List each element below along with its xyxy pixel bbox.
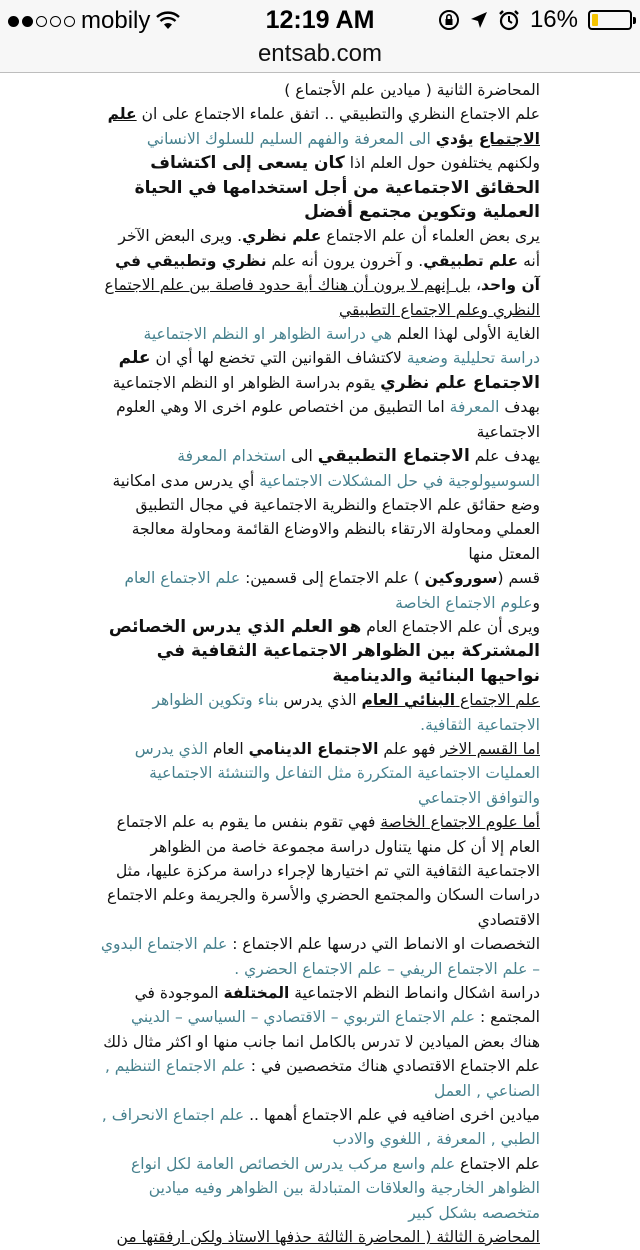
- text-span: هو العلم الذي يدرس الخصائص المشتركة بين الظواهر الاجتماعية الثقافية في نواحيها البنائية والدينامية: [108, 616, 540, 686]
- address-bar[interactable]: [0, 40, 640, 73]
- text-span: لاكتشاف القوانين التي تخضع لها أي ان: [150, 349, 407, 368]
- text-span: علم الاجتماع علم نظري: [118, 348, 540, 393]
- text-span: ويرى أن علم الاجتماع العام: [361, 617, 540, 636]
- text-span: يؤدي: [435, 129, 479, 148]
- paragraph-first-goal: [100, 322, 540, 444]
- text-span: فهو علم: [378, 739, 441, 758]
- text-span: دراسة اشكال وانماط النظم الاجتماعية: [289, 984, 540, 1003]
- text-span: علم الاجتماع: [455, 691, 540, 710]
- text-span: الذي يدرس: [278, 691, 362, 710]
- clock: 12:19 AM: [265, 6, 375, 34]
- text-span: الاجتماع التطبيقي: [317, 446, 470, 467]
- text-span: ) علم الاجتماع إلى قسمين:: [240, 569, 425, 588]
- paragraph-applied-goal: [100, 444, 540, 566]
- text-span: يرى بعض العلماء أن علم الاجتماع: [321, 227, 540, 246]
- paragraph-third-lecture: [100, 1225, 540, 1249]
- text-span: نظري وتطبيقي في آن واحد: [115, 251, 540, 295]
- paragraph-sorokin: [100, 566, 540, 615]
- text-span: علم الاجتماع التربوي – الاقتصادي – السياسي – الديني: [130, 1008, 476, 1027]
- text-span: الى: [285, 447, 318, 466]
- battery-percent: 16%: [529, 6, 578, 33]
- text-span: علم الاجتماع التنظيم , الصناعي , العمل: [104, 1057, 540, 1100]
- paragraph-systems: [100, 981, 540, 1030]
- text-span: هناك بعض الميادين لا تدرس بالكامل انما جانب منها او اكثر مثال ذلك علم الاجتماع الاقتصادي هناك متخصصين في :: [103, 1032, 540, 1076]
- text-span: اما التطبيق من اختصاص علوم اخرى الا وهي العلوم الاجتماعية: [116, 398, 540, 441]
- paragraph-structural: [100, 688, 540, 737]
- text-span: المختلفة: [223, 984, 290, 1003]
- text-span: . ويرى البعض الآخر أنه: [118, 227, 540, 270]
- text-span: ميادين اخرى اضافيه في علم الاجتماع أهمها ..: [244, 1106, 540, 1125]
- text-span: البنائي العام: [361, 691, 456, 710]
- text-span: التخصصات او الانماط التي درسها علم الاجتماع :: [227, 935, 540, 954]
- text-span: علم الاجتماع العام: [124, 569, 241, 588]
- text-span: . و آخرون يرون أنه علم: [266, 251, 424, 270]
- text-span: اما القسم الاخر: [440, 739, 540, 758]
- carrier-name: mobily: [81, 7, 151, 34]
- text-span: علوم الاجتماع الخاصة: [395, 593, 533, 612]
- text-span: الغاية الأولى لهذا العلم: [391, 325, 540, 344]
- text-span: علم نظري: [242, 227, 322, 246]
- text-span: يقوم بدراسة الظواهر او النظم الاجتماعية بهدف: [112, 373, 540, 417]
- text-span: علم واسع مركب يدرس الخصائص العامة لكل انواع الظواهر الخارجية والعلاقات المتبادلة بين الظواهر وفيه ميادين متخصصه بشكل كبير: [131, 1154, 540, 1222]
- paragraph-specializations: [100, 932, 540, 981]
- status-icons: [438, 6, 632, 34]
- url-text[interactable]: entsab.com: [257, 40, 383, 67]
- paragraph-scholar-views: [100, 224, 540, 322]
- text-span: استخدام المعرفة السوسيولوجية في حل المشكلات الاجتماعية: [177, 447, 540, 490]
- text-span: العام: [207, 739, 249, 758]
- text-span: فهي تقوم بنفس ما يقوم به علم الاجتماع العام إلا أن كل منها يتناول دراسة مجموعة خاصة من الظواهر الاجتماعية الثقافية التي تم اختيارها لإجراء دراسة مركزة عليها، مثل دراسات السكان والمجتمع الحضري والأسرة والجريمة وعلم الاجتماع الاقتصادي: [106, 813, 540, 929]
- article-text: [100, 78, 540, 1250]
- text-span: الاجتماع الدينامي: [248, 739, 379, 758]
- paragraph-special-sociology: [100, 810, 540, 932]
- text-span: الموجودة في المجتمع :: [134, 984, 540, 1027]
- alarm-icon: [498, 9, 520, 31]
- text-span: قسم (: [497, 569, 540, 588]
- article-content: [100, 78, 540, 1247]
- paragraph-lecture-title: [100, 78, 540, 102]
- battery-level-fill: [592, 14, 598, 26]
- text-span: بل إنهم لا يرون أن هناك أية حدود فاصلة بين علم الاجتماع النظري وعلم الاجتماع التطبيقي: [104, 276, 540, 319]
- text-span: الذي يدرس العمليات الاجتماعية المتكررة مثل التفاعل والتنشئة الاجتماعية والتوافق الاجتماعي: [134, 739, 540, 807]
- text-span: المعرفة: [449, 398, 500, 417]
- location-arrow-icon: [470, 11, 488, 29]
- text-span: يهدف علم: [469, 447, 540, 466]
- text-span: علم الاجتماع: [107, 105, 540, 148]
- text-span: علم اجتماع الانحراف , الطبي , المعرفة , اللغوي والادب: [101, 1106, 540, 1149]
- paragraph-broad-science: [100, 1152, 540, 1225]
- paragraph-dynamic: [100, 737, 540, 810]
- paragraph-general-sociology: [100, 615, 540, 688]
- text-span: بناء وتكوين الظواهر الاجتماعية الثقافية.: [152, 691, 540, 734]
- text-span: ولكنهم يختلفون حول العلم اذا: [344, 154, 540, 173]
- text-span: كان يسعى إلى اكتشاف الحقائق الاجتماعية من أجل استخدامها في الحياة العملية وتكوين مجتمع أفضل: [134, 153, 540, 223]
- text-span: الى المعرفة والفهم السليم للسلوك الانساني: [146, 129, 436, 148]
- paragraph-partial-fields: [100, 1030, 540, 1103]
- text-span: المحاضرة الثالثة ( المحاضرة الثالثة حذفها الاستاذ ولكن ارفقتها من: [116, 1228, 540, 1247]
- text-span: أما علوم الاجتماع الخاصة: [380, 813, 540, 832]
- text-span: و: [532, 593, 540, 612]
- orientation-lock-icon: [438, 9, 460, 31]
- text-span: أي يدرس مدى امكانية وضع حقائق علم الاجتماع والنظرية الاجتماعية في مجال التطبيق العملي ومحاولة الارتقاء بالنظم والاوضاع القائمة ومحاولة معالجة المعتل منها: [112, 471, 540, 563]
- text-span: هي دراسة الظواهر او النظم الاجتماعية دراسة تحليلية وضعية: [143, 325, 540, 368]
- text-span: علم الاجتماع: [455, 1154, 540, 1173]
- paragraph-extra-fields: [100, 1103, 540, 1152]
- paragraph-theory-applied: [100, 102, 540, 224]
- text-span: علم الاجتماع النظري والتطبيقي .. اتفق علماء الاجتماع على ان: [136, 105, 540, 124]
- text-span: علم الاجتماع البدوي – علم الاجتماع الريفي – علم الاجتماع الحضري .: [100, 935, 540, 978]
- battery-icon: [588, 10, 632, 30]
- text-span: المحاضرة الثانية ( ميادين علم الأجتماع ): [284, 81, 540, 99]
- text-span: ،: [471, 276, 481, 295]
- status-bar: [0, 0, 640, 40]
- text-span: علم تطبيقي: [423, 251, 519, 270]
- text-span: سوروكين: [424, 569, 498, 588]
